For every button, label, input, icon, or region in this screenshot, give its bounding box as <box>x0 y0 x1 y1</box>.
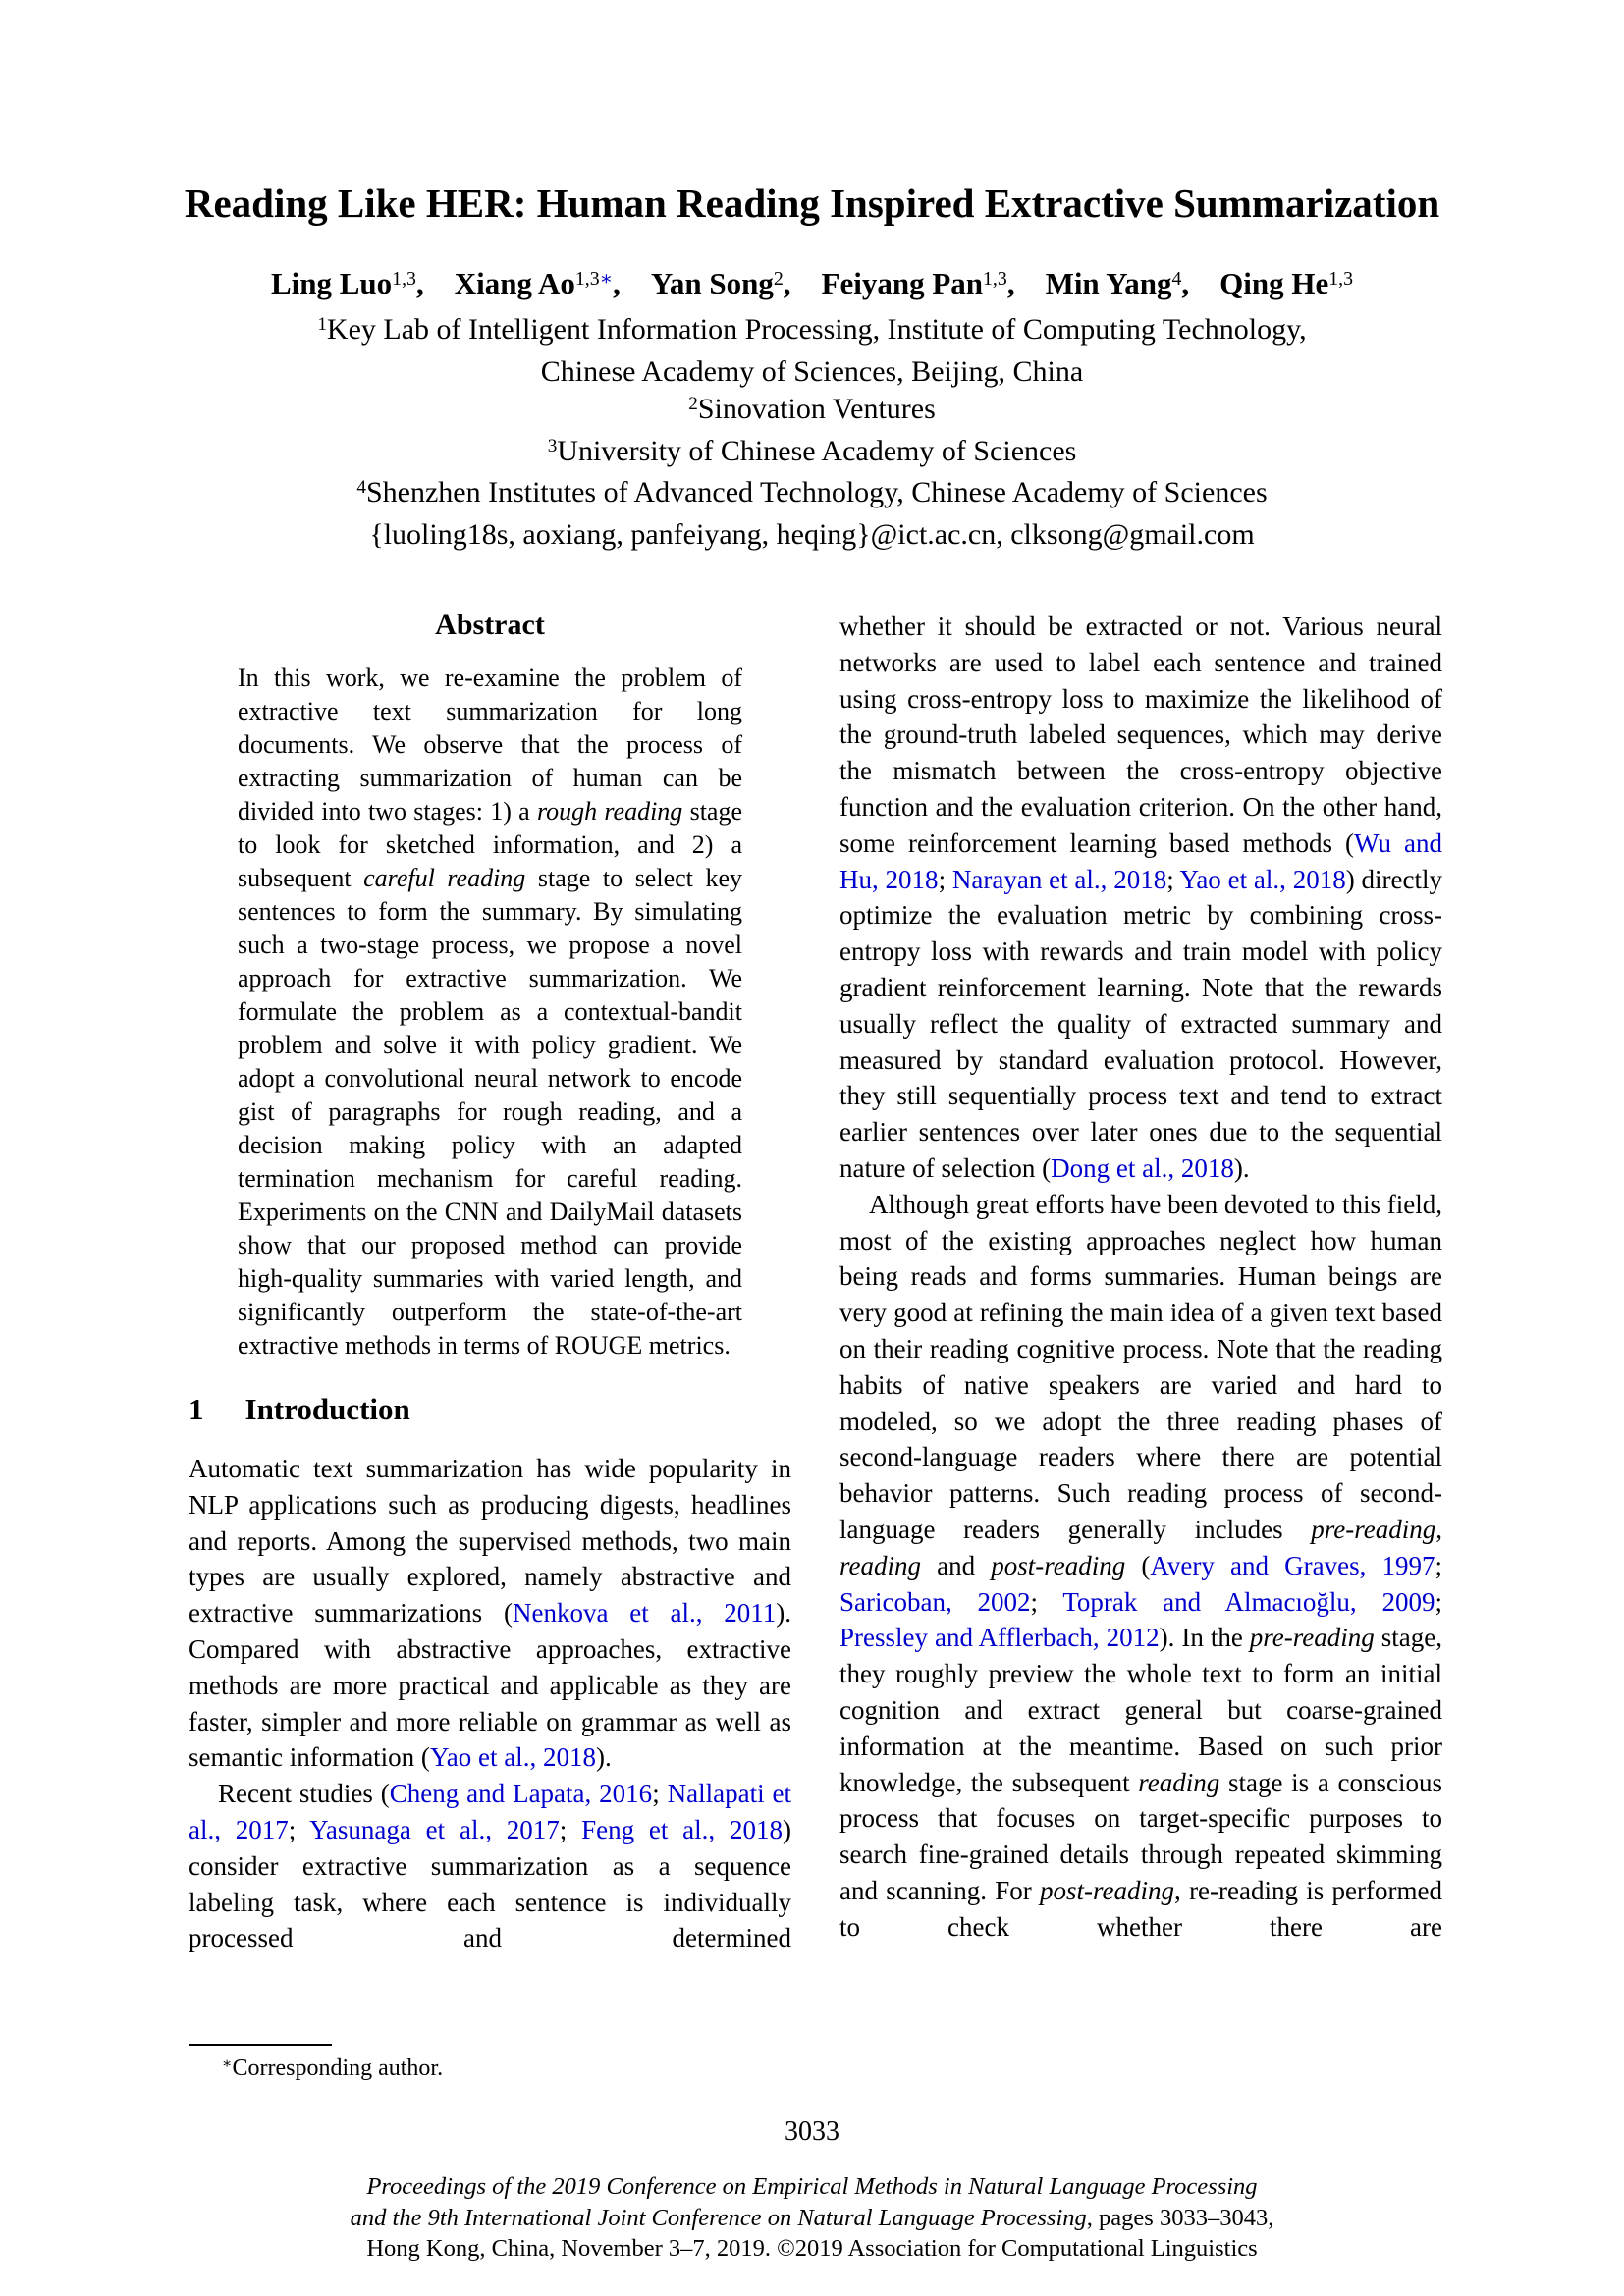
text-segment: , <box>415 266 455 300</box>
section-number: 1 <box>189 1392 204 1426</box>
text-segment: 1 <box>317 314 327 336</box>
author-name: Yan Song <box>650 266 774 300</box>
text-segment: , re-reading is performed to check whether there are <box>839 1875 1442 1942</box>
text-segment: Recent studies ( <box>218 1779 390 1809</box>
right-column <box>839 609 1442 1945</box>
citation-link[interactable]: Dong et al., 2018 <box>1051 1152 1234 1183</box>
text-segment: 4 <box>1171 268 1182 291</box>
text-segment: rough reading <box>536 797 683 826</box>
footer-line <box>0 2171 1624 2203</box>
text-segment: 1,3 <box>983 268 1007 291</box>
text-segment: 1,3 <box>392 268 416 291</box>
text-segment: ). <box>595 1742 612 1773</box>
intro-paragraph-2 <box>189 1776 791 1956</box>
citation-link[interactable]: Saricoban, 2002 <box>839 1586 1031 1617</box>
authors-line <box>0 266 1624 301</box>
text-segment: ). <box>1233 1152 1250 1183</box>
text-segment: ; <box>1435 1550 1443 1580</box>
body-paragraph-right-1 <box>839 609 1442 1187</box>
citation-link[interactable]: Nenkova et al., 2011 <box>512 1598 777 1629</box>
text-segment: In this work, we re-examine the problem of extractive text summarization for long documents. We observe that the process of extracting summarization of human can be divided into two stages: 1) a <box>238 664 742 826</box>
text-segment: reading <box>839 1550 921 1580</box>
author-name: Ling Luo <box>270 266 393 300</box>
proceedings-footer <box>0 2171 1624 2265</box>
footnote-marker[interactable]: ∗ <box>599 268 614 291</box>
text-segment: pre-reading <box>1249 1623 1375 1653</box>
affiliation-line <box>0 353 1624 392</box>
text-segment: University of Chinese Academy of Sciences <box>557 434 1077 467</box>
text-segment: whether it should be extracted or not. Various neural networks are used to label each sentence and trained using cross-entropy loss to maximize the likelihood of the ground-truth labeled sequences, which may derive the mismatch between the cross-entropy objective function and the evaluation criterion. On the other hand, some reinforcement learning based methods ( <box>839 612 1442 858</box>
text-segment: stage, they roughly preview the whole text to form an initial cognition and extract general but coarse-grained information at the meantime. Based on such prior knowledge, the subsequent <box>839 1623 1442 1797</box>
text-segment: Although great efforts have been devoted to this field, most of the existing approaches neglect how human being reads and forms summaries. Human beings are very good at refining the main idea of a given text based on their reading cognitive process. Note that the reading habits of native speakers are varied and hard to modeled, so we adopt the three reading phases of second-language readers where there are potential behavior patterns. Such reading process of second-language readers generally includes <box>839 1189 1442 1544</box>
footnote-rule <box>189 2044 332 2046</box>
citation-link[interactable]: Wu and Hu, 2018 <box>839 828 1442 894</box>
text-segment: Key Lab of Intelligent Information Processing, Institute of Computing Technology, <box>326 313 1307 346</box>
citation-link[interactable]: Yao et al., 2018 <box>429 1742 596 1773</box>
citation-link[interactable]: Narayan et al., 2018 <box>951 864 1167 894</box>
text-segment: , <box>613 266 651 300</box>
text-segment: and the 9th International Joint Conference on Natural Language Processing <box>350 2204 1087 2231</box>
affiliation-line <box>0 311 1624 353</box>
abstract-heading: Abstract <box>435 609 545 641</box>
citation-link[interactable]: Pressley and Afflerbach, 2012 <box>839 1623 1160 1653</box>
page-number: 3033 <box>785 2116 839 2147</box>
text-segment: Automatic text summarization has wide popularity in NLP applications such as producing digests, headlines and reports. Among the supervised methods, two main types are usually explored, namely abstractive and extractive summarizations ( <box>189 1454 791 1629</box>
citation-link[interactable]: Feng et al., 2018 <box>581 1814 783 1844</box>
citation-link[interactable]: Toprak and Almacıoğlu, 2009 <box>1062 1586 1435 1617</box>
text-segment: and <box>921 1550 992 1580</box>
text-segment: ; <box>1435 1586 1442 1617</box>
footer-line <box>0 2233 1624 2265</box>
text-segment: stage to look for sketched information, and 2) a subsequent <box>238 797 742 892</box>
text-segment: Chinese Academy of Sciences, Beijing, China <box>540 354 1084 388</box>
abstract-body <box>238 662 742 1362</box>
text-segment: ( <box>1125 1550 1151 1580</box>
text-segment: ). In the <box>1159 1623 1250 1653</box>
text-segment: ) directly optimize the evaluation metric by combining cross-entropy loss with rewards and train model with policy gradient reinforcement learning. Note that the rewards usually reflect the quality of extracted summary and measured by standard evaluation protocol. However, they still sequentially process text and tend to extract earlier sentences over later ones due to the sequential nature of selection ( <box>839 864 1442 1183</box>
author-name: Xiang Ao <box>454 266 575 300</box>
text-segment: 1,3 <box>574 268 600 291</box>
section-title: Introduction <box>244 1392 410 1426</box>
text-segment: ; <box>1166 864 1180 894</box>
author-name: Qing He <box>1219 266 1329 300</box>
body-paragraph-right-2 <box>839 1187 1442 1946</box>
text-segment: , <box>1181 266 1220 300</box>
text-segment: 2 <box>688 394 698 415</box>
citation-link[interactable]: Avery and Graves, 1997 <box>1150 1550 1435 1580</box>
affiliation-line <box>0 391 1624 433</box>
left-column <box>189 609 791 1956</box>
text-segment: Sinovation Ventures <box>697 393 936 425</box>
text-segment: ; <box>652 1779 668 1809</box>
affiliation-line <box>0 433 1624 475</box>
text-segment: ). Compared with abstractive approaches, extractive methods are more practical and applicable as they are faster, simpler and more reliable on grammar as well as semantic information ( <box>189 1598 792 1773</box>
text-segment: stage is a conscious process that focuses on target-specific purposes to search fine-grained details through repeated skimming and scanning. For <box>839 1767 1443 1905</box>
footnote-line <box>189 2054 791 2086</box>
author-name: Feiyang Pan <box>821 266 984 300</box>
citation-link[interactable]: Yao et al., 2018 <box>1179 864 1346 894</box>
text-segment: 2 <box>773 268 784 291</box>
author-name: Min Yang <box>1045 266 1172 300</box>
text-segment: , <box>1435 1514 1442 1544</box>
citation-link[interactable]: Cheng and Lapata, 2016 <box>389 1779 653 1809</box>
text-segment: ; <box>938 864 952 894</box>
text-segment: 4 <box>356 477 366 499</box>
text-segment: 1,3 <box>1328 268 1354 291</box>
footer-line <box>0 2203 1624 2234</box>
text-segment: pre-reading <box>1311 1514 1436 1544</box>
affiliation-line <box>0 474 1624 516</box>
citation-link[interactable]: Yasunaga et al., 2017 <box>309 1814 560 1844</box>
text-segment: post-reading <box>1040 1875 1175 1905</box>
text-segment: , pages 3033–3043, <box>1086 2204 1274 2231</box>
footnote <box>189 2044 791 2086</box>
text-segment: careful reading <box>363 864 526 892</box>
text-segment: 3 <box>547 435 558 456</box>
text-segment: reading <box>1138 1767 1220 1797</box>
affiliation-line <box>0 516 1624 555</box>
affiliations-block <box>0 311 1624 554</box>
intro-paragraph-1 <box>189 1451 791 1776</box>
paper-title: Reading Like HER: Human Reading Inspired Extractive Summarization <box>184 181 1440 226</box>
text-segment: Shenzhen Institutes of Advanced Technology, Chinese Academy of Sciences <box>365 476 1268 508</box>
text-segment: Proceedings of the 2019 Conference on Empirical Methods in Natural Language Processing <box>366 2173 1258 2200</box>
footnote-text: Corresponding author. <box>232 2056 444 2081</box>
text-segment: ) consider extractive summarization as a sequence labeling task, where each sentence is individually processed and determined <box>189 1814 791 1953</box>
section-heading-introduction <box>189 1392 791 1427</box>
text-segment: , <box>783 266 822 300</box>
text-segment: post-reading <box>991 1550 1126 1580</box>
text-segment: Hong Kong, China, November 3–7, 2019. ©2019 Association for Computational Linguistics <box>366 2235 1258 2262</box>
footnote-marker: ∗ <box>222 2056 233 2073</box>
text-segment: , <box>1006 266 1046 300</box>
text-segment: stage to select key sentences to form the summary. By simulating such a two-stage process, we propose a novel approach for extractive summarization. We formulate the problem as a contextual-bandit problem and solve it with policy gradient. We adopt a convolutional neural network to encode gist of paragraphs for rough reading, and a decision making policy with an adapted termination mechanism for careful reading. Experiments on the CNN and DailyMail datasets show that our proposed method can provide high-quality summaries with varied length, and significantly outperform the state-of-the-art extractive methods in terms of ROUGE metrics. <box>238 864 742 1360</box>
email-line: {luoling18s, aoxiang, panfeiyang, heqing}@ict.ac.cn, clksong@gmail.com <box>369 517 1255 551</box>
text-segment: ; <box>288 1814 310 1844</box>
text-segment: ; <box>1030 1586 1063 1617</box>
citation-link[interactable]: Nallapati et al., 2017 <box>189 1779 791 1844</box>
text-segment: ; <box>559 1814 582 1844</box>
